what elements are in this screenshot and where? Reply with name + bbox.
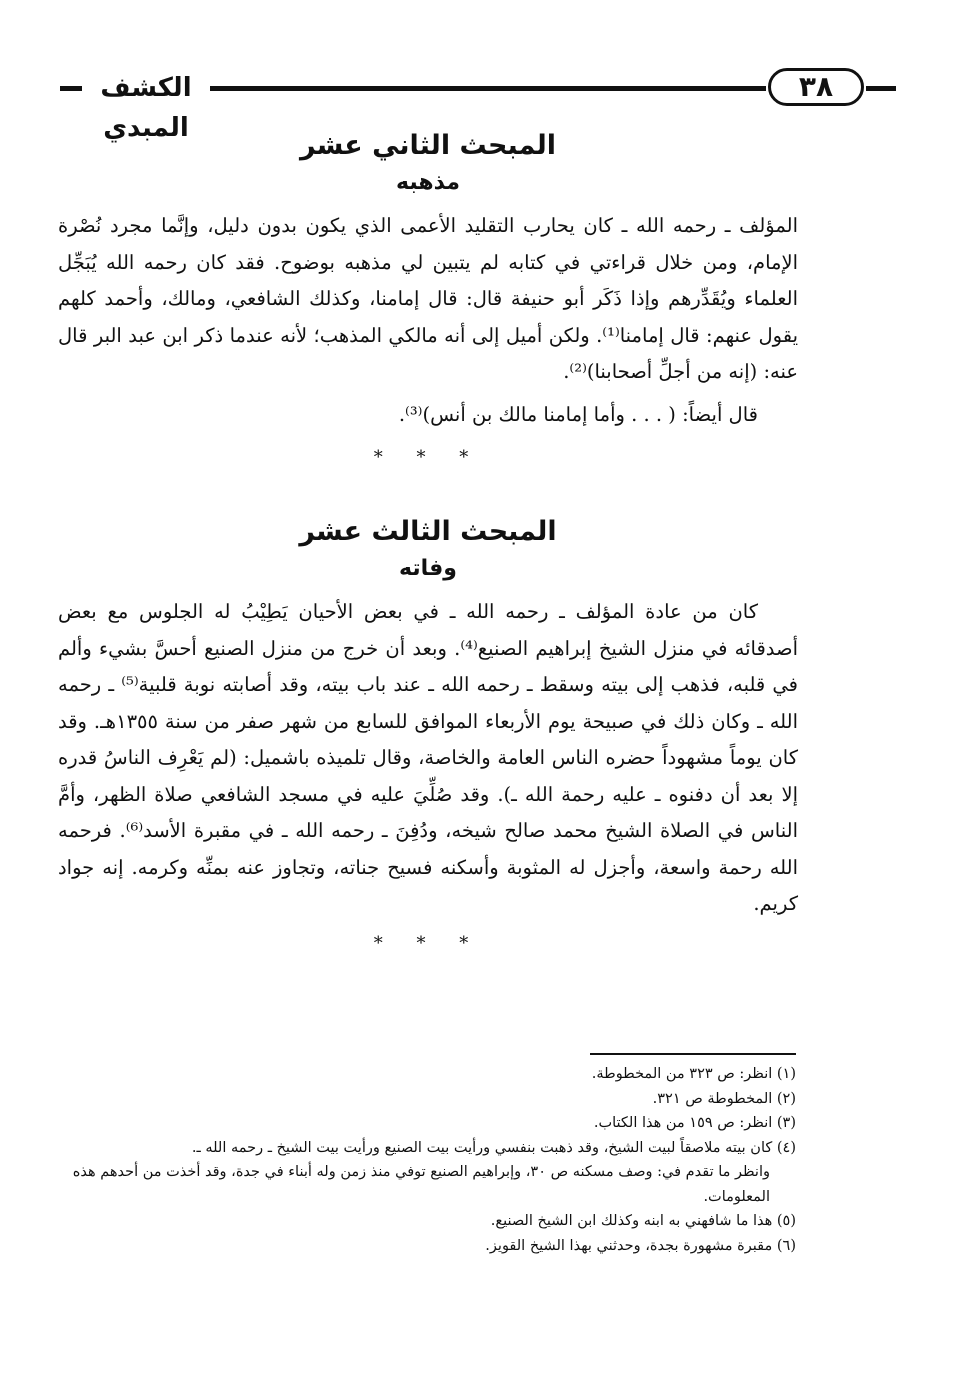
section-twelve-paragraph-2: قال أيضاً: ( . . . وأما إمامنا مالك بن أنس)⁽³⁾. xyxy=(398,402,758,426)
footnote-2: (٢) المخطوطة ص ٣٢١. xyxy=(652,1090,796,1107)
footnote-6: (٦) مقبرة مشهورة بجدة، وحدثني بهذا الشيخ القويز. xyxy=(485,1237,796,1254)
footnote-1: (١) انظر: ص ٣٢٣ من المخطوطة. xyxy=(591,1066,796,1082)
footnote-4: (٤) كان بيته ملاصقاً لبيت الشيخ، وقد ذهبت بنفسي ورأيت بيت الصنيع ورأيت بيت الشيخ ـ رحمه الله ـ. xyxy=(191,1139,796,1156)
header-rule-left-end xyxy=(60,86,82,91)
section-thirteen-paragraph: كان من عادة المؤلف ـ رحمه الله ـ في بعض الأحيان يَطِيْبُ له الجلوس مع بعض أصدقائه في منزل الشيخ إبراهيم الصنيع⁽⁴⁾. وبعد أن خرج من منزل الصنيع أحسَّ بشيء وألم في قلبه، فذهب إلى بيته وسقط ـ رحمه الله ـ عند باب بيته، وقد أصابته نوبة قلبية⁽⁵⁾ ـ رحمه الله ـ وكان ذلك في صبيحة يوم الأربعاء الموافق للسابع من شهر صفر من سنة ١٣٥٥هـ. وقد كان يوماً مشهوداً حضره الناس العامة والخاصة، وقال تلميذه باشميل: (لم يَعْرِف الناسُ قدره إلا بعد أن دفنوه ـ عليه رحمة الله ـ). وقد صُلِّيَ عليه في مسجد الشافعي صلاة الظهر، وأمَّ الناس في الصلاة الشيخ محمد صالح شيخه، ودُفِنَ ـ رحمه الله ـ في مقبرة الأسد⁽⁶⁾. فرحمه الله رحمة واسعة، وأجزل له المثوبة وأسكنه فسيح جناته، وتجاوز عنه بمنِّه وكرمه. إنه جواد كريم. xyxy=(58,600,798,915)
section-thirteen xyxy=(58,512,798,959)
section-thirteen-subtitle: وفاته xyxy=(399,556,457,581)
page-header xyxy=(60,62,896,143)
section-twelve-subtitle: مذهبه xyxy=(396,170,460,195)
section-thirteen-title: المبحث الثالث عشر xyxy=(299,516,557,547)
section-separator: * * * xyxy=(373,932,483,954)
header-rule xyxy=(210,86,766,91)
footnote-4-continued: وانظر ما تقدم في: وصف مسكنه ص ٣٠، وإبراهيم الصنيع توفي منذ زمن وله أبناء في جدة، وقد أخذت من أحدهم هذه المعلومات. xyxy=(72,1164,770,1205)
footnote-3: (٣) انظر: ص ١٥٩ من هذا الكتاب. xyxy=(593,1115,796,1131)
section-twelve-paragraph: المؤلف ـ رحمه الله ـ كان يحارب التقليد الأعمى الذي يكون بدون دليل، وإنَّما مجرد نُصْرة الإمام، ومن خلال قراءتي في كتابه لم يتبين لي مذهبه بوضوح. فقد كان رحمه الله يُبَجِّل العلماء ويُقَدِّرهم وإذا ذَكَر أبو حنيفة قال: قال إمامنا، وكذلك الشافعي، ومالك، وأحمد كلهم يقول عنهم: قال إمامنا⁽¹⁾. ولكن أميل إلى أنه مالكي المذهب؛ لأنه عندما ذكر ابن عبد البر قال عنه: (إنه من أجلِّ أصحابنا)⁽²⁾. xyxy=(58,214,799,383)
footnote-5: (٥) هذا ما شافهني به ابنه وكذلك ابن الشيخ الصنيع. xyxy=(490,1213,796,1229)
section-twelve-title: المبحث الثاني عشر xyxy=(299,130,557,161)
section-twelve xyxy=(58,126,798,473)
page-number: ٣٨ xyxy=(768,68,864,106)
header-rule-right-end xyxy=(866,86,896,91)
running-title: الكشف المبدي xyxy=(100,73,192,143)
footnote-rule xyxy=(590,1053,796,1055)
section-separator: * * * xyxy=(373,447,483,468)
footnotes xyxy=(58,1062,796,1258)
